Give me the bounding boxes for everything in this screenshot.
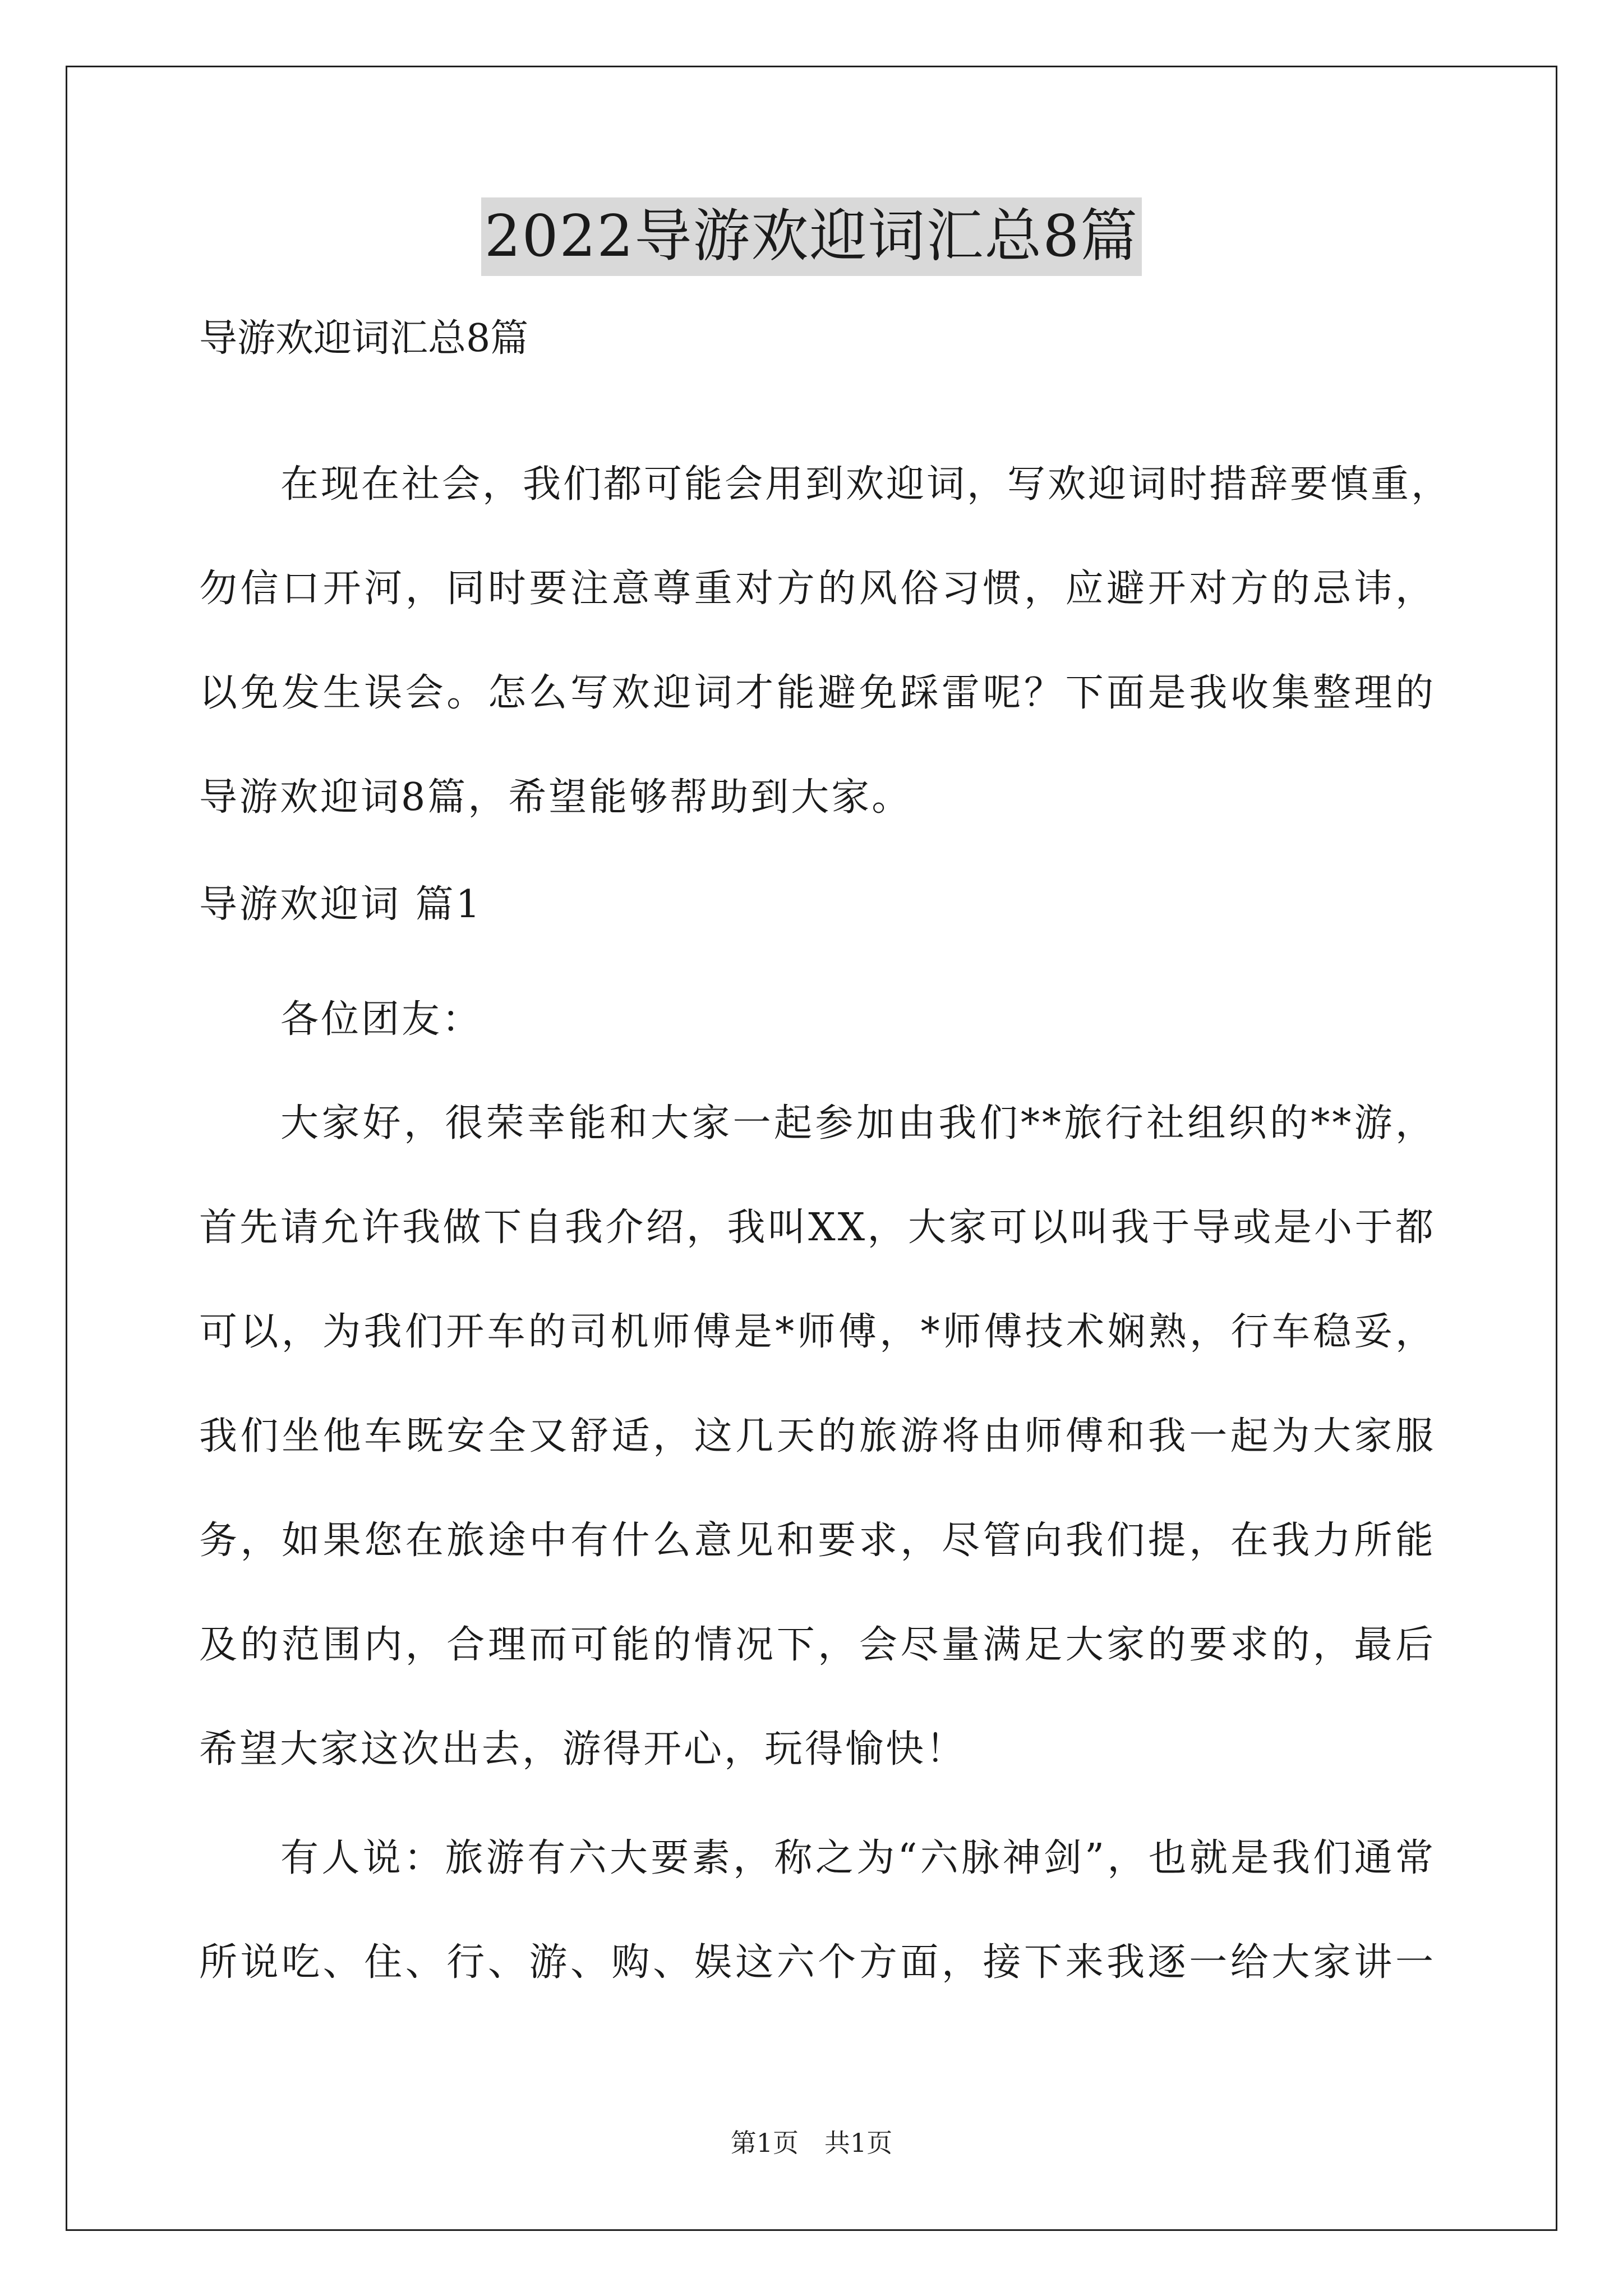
document-subtitle: 导游欢迎词汇总8篇 xyxy=(199,316,529,361)
paragraph1-line-5: 务，如果您在旅途中有什么意见和要求，尽管向我们提，在我力所能 xyxy=(199,1519,1436,1563)
paragraph1-line-4: 我们坐他车既安全又舒适，这几天的旅游将由师傅和我一起为大家服 xyxy=(199,1414,1436,1458)
intro-line-2: 勿信口开河，同时要注意尊重对方的风俗习惯，应避开对方的忌讳， xyxy=(199,567,1436,611)
paragraph1-line-3: 可以，为我们开车的司机师傅是*师傅，*师傅技术娴熟，行车稳妥， xyxy=(199,1310,1436,1354)
paragraph1-line-2: 首先请允许我做下自我介绍，我叫XX，大家可以叫我于导或是小于都 xyxy=(199,1205,1436,1250)
title-container xyxy=(0,197,1623,276)
paragraph2-line-1: 有人说：旅游有六大要素，称之为“六脉神剑”，也就是我们通常 xyxy=(280,1836,1436,1880)
page-footer: 第1页 共1页 xyxy=(730,2128,893,2158)
paragraph1-line-6: 及的范围内，合理而可能的情况下，会尽量满足大家的要求的，最后 xyxy=(199,1623,1436,1667)
paragraph1-line-1: 大家好，很荣幸能和大家一起参加由我们**旅行社组织的**游， xyxy=(280,1101,1436,1145)
section-heading: 导游欢迎词 篇1 xyxy=(199,882,482,927)
intro-line-3: 以免发生误会。怎么写欢迎词才能避免踩雷呢？下面是我收集整理的 xyxy=(199,671,1436,715)
intro-line-1: 在现在社会，我们都可能会用到欢迎词，写欢迎词时措辞要慎重， xyxy=(280,462,1452,507)
intro-line-4: 导游欢迎词8篇，希望能够帮助到大家。 xyxy=(199,775,912,820)
document-title: 2022导游欢迎词汇总8篇 xyxy=(481,197,1142,276)
greeting: 各位团友： xyxy=(280,997,483,1042)
paragraph1-line-7: 希望大家这次出去，游得开心，玩得愉快！ xyxy=(199,1727,967,1772)
paragraph2-line-2: 所说吃、住、行、游、购、娱这六个方面，接下来我逐一给大家讲一 xyxy=(199,1940,1436,1985)
